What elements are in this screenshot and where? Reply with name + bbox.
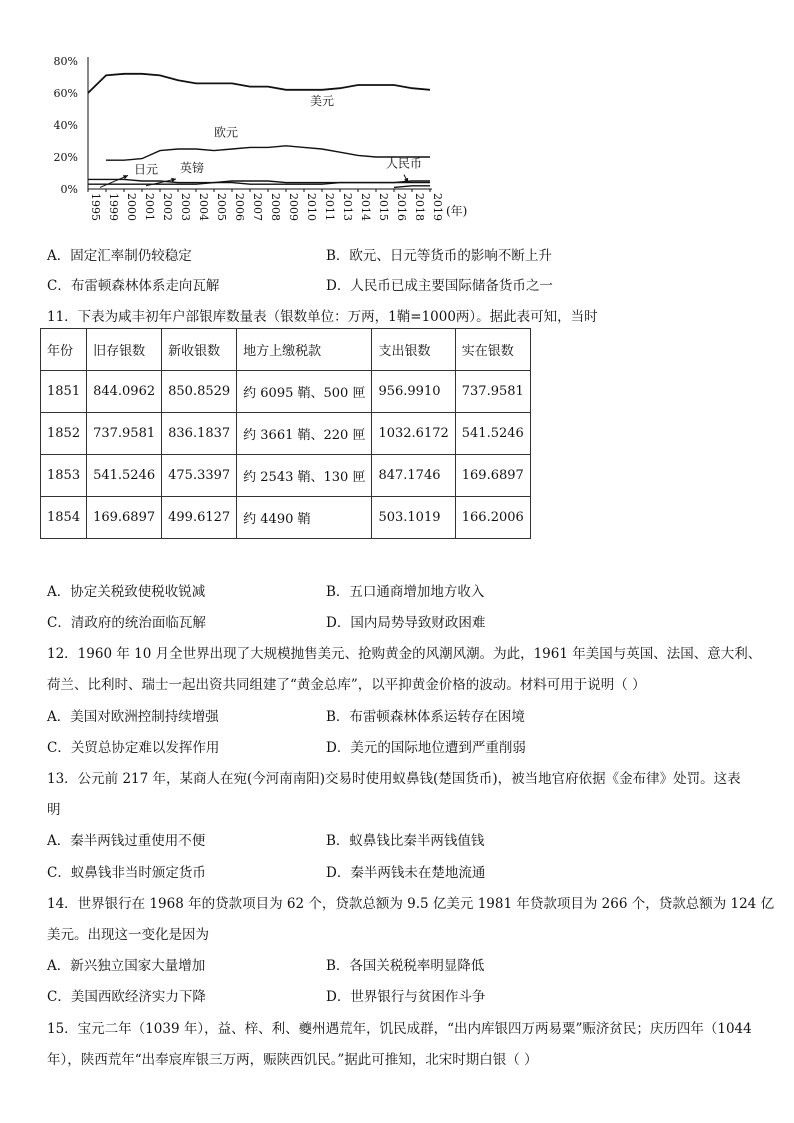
x-axis-unit: (年): [446, 204, 468, 218]
table-cell: 约 3661 鞘、220 匣: [237, 413, 372, 455]
table-cell: 1852: [41, 413, 87, 455]
table-cell: 1854: [41, 497, 87, 539]
currency-reserve-chart: [40, 48, 480, 238]
q12-option-d[interactable]: D．美元的国际地位遭到严重削弱: [326, 740, 526, 756]
x-tick-label: 2006: [233, 193, 246, 221]
x-tick-label: 2004: [197, 193, 210, 221]
q11-option-a[interactable]: A．协定关税致使税收锐减: [47, 584, 206, 600]
table-cell: 499.6127: [162, 497, 237, 539]
label-leader-line: [100, 175, 128, 187]
q13-stem-line2: 明: [47, 802, 61, 818]
table-header: 年份: [41, 329, 87, 371]
table-cell: 1853: [41, 455, 87, 497]
table-header-row: [41, 329, 531, 371]
table-cell: 169.6897: [87, 497, 162, 539]
q14-option-c[interactable]: C．美国西欧经济实力下降: [47, 989, 206, 1005]
x-tick-label: 2000: [125, 193, 138, 221]
x-tick-label: 2007: [251, 193, 264, 221]
q14-stem-line1: 14．世界银行在 1968 年的贷款项目为 62 个，贷款总额为 9.5 亿美元 1981 年贷款项目为 266 个，贷款总额为 124 亿: [47, 896, 775, 912]
table-cell: 836.1837: [162, 413, 237, 455]
series-label: 欧元: [214, 125, 239, 140]
q13-option-a[interactable]: A．秦半两钱过重使用不便: [47, 833, 206, 849]
table-cell: 847.1746: [372, 455, 455, 497]
table-row: [41, 497, 531, 539]
table-cell: 约 6095 鞘、500 匣: [237, 371, 372, 413]
series-label: 英镑: [180, 161, 205, 176]
x-tick-label: 1995: [89, 193, 102, 221]
series-line: [88, 74, 430, 93]
x-tick-label: 2015: [377, 193, 390, 221]
x-tick-label: 2005: [215, 193, 228, 221]
table-header: 旧存银数: [87, 329, 162, 371]
table-header: 支出银数: [372, 329, 455, 371]
x-tick-label: 2011: [323, 193, 336, 221]
x-tick-label: 2003: [179, 193, 192, 221]
q10-option-c[interactable]: C．布雷顿森林体系走向瓦解: [47, 278, 220, 294]
table-header: 实在银数: [455, 329, 530, 371]
table-row: [41, 413, 531, 455]
y-tick-label: 60%: [53, 87, 78, 100]
table-cell: 475.3397: [162, 455, 237, 497]
y-tick-label: 0%: [60, 183, 78, 196]
series-label: 人民币: [386, 156, 423, 171]
q10-option-a[interactable]: A．固定汇率制仍较稳定: [47, 248, 192, 264]
series-label: 日元: [134, 162, 159, 177]
y-tick-label: 80%: [53, 55, 78, 68]
q13-option-c[interactable]: C．蚁鼻钱非当时颁定货币: [47, 865, 206, 881]
table-cell: 541.5246: [455, 413, 530, 455]
table-row: [41, 371, 531, 413]
x-tick-label: 2001: [143, 193, 156, 221]
x-tick-label: 2013: [341, 193, 354, 221]
series-label: 美元: [310, 93, 335, 108]
q11-option-c[interactable]: C．清政府的统治面临瓦解: [47, 615, 206, 631]
table-cell: 1032.6172: [372, 413, 455, 455]
q12-option-b[interactable]: B．布雷顿森林体系运转存在困境: [326, 709, 525, 725]
q10-option-b[interactable]: B．欧元、日元等货币的影响不断上升: [326, 248, 552, 264]
x-tick-label: 1999: [107, 193, 120, 221]
table-cell: 541.5246: [87, 455, 162, 497]
table-cell: 约 2543 鞘、130 匣: [237, 455, 372, 497]
x-tick-label: 2002: [161, 193, 174, 221]
q13-option-b[interactable]: B．蚁鼻钱比秦半两钱值钱: [326, 833, 485, 849]
table-cell: 约 4490 鞘: [237, 497, 372, 539]
table-cell: 844.0962: [87, 371, 162, 413]
table-cell: 503.1019: [372, 497, 455, 539]
table-cell: 850.8529: [162, 371, 237, 413]
y-tick-label: 40%: [53, 119, 78, 132]
series-line: [106, 146, 430, 160]
q11-option-d[interactable]: D．国内局势导致财政困难: [326, 615, 486, 631]
q14-option-d[interactable]: D．世界银行与贫困作斗争: [326, 989, 486, 1005]
q11-option-b[interactable]: B．五口通商增加地方收入: [326, 584, 485, 600]
x-tick-label: 2014: [359, 193, 372, 221]
q12-option-c[interactable]: C．关贸总协定难以发挥作用: [47, 740, 220, 756]
x-tick-label: 2008: [269, 193, 282, 221]
table-header: 新收银数: [162, 329, 237, 371]
q15-stem-line1: 15．宝元二年（1039 年），益、梓、利、夔州遇荒年，饥民成群，“出内库银四万两易粟”赈济贫民；庆历四年（1044: [47, 1021, 752, 1037]
series-line: [394, 186, 430, 188]
table-cell: 956.9910: [372, 371, 455, 413]
table-cell: 1851: [41, 371, 87, 413]
q11-stem: 11．下表为咸丰初年户部银库数量表（银数单位：万两，1鞘=1000两）。据此表可知，当时: [47, 309, 598, 325]
table-cell: 737.9581: [87, 413, 162, 455]
x-tick-label: 2018: [413, 193, 426, 221]
table-cell: 737.9581: [455, 371, 530, 413]
q12-option-a[interactable]: A．美国对欧洲控制持续增强: [47, 709, 219, 725]
q12-stem-line1: 12．1960 年 10 月全世界出现了大规模抛售美元、抢购黄金的风潮风潮。为此，1961 年美国与英国、法国、意大利、: [47, 646, 762, 662]
q10-option-d[interactable]: D．人民币已成主要国际储备货币之一: [326, 278, 553, 294]
q13-stem-line1: 13．公元前 217 年，某商人在宛(今河南南阳)交易时使用蚁鼻钱(楚国货币)，被当地官府依据《金布律》处罚。这表: [47, 771, 741, 787]
q14-option-a[interactable]: A．新兴独立国家大量增加: [47, 958, 206, 974]
q13-option-d[interactable]: D．秦半两钱未在楚地流通: [326, 865, 486, 881]
q15-stem-line2: 年），陕西荒年“出奉宸库银三万两，赈陕西饥民。”据此可推知，北宋时期白银（ ）: [47, 1052, 538, 1068]
series-line: [88, 179, 430, 184]
x-tick-label: 2010: [305, 193, 318, 221]
treasury-table: [40, 328, 531, 539]
table-cell: 166.2006: [455, 497, 530, 539]
table-header: 地方上缴税款: [237, 329, 372, 371]
table-row: [41, 455, 531, 497]
table-cell: 169.6897: [455, 455, 530, 497]
q14-option-b[interactable]: B．各国关税税率明显降低: [326, 958, 485, 974]
y-tick-label: 20%: [53, 151, 78, 164]
q14-stem-line2: 美元。出现这一变化是因为: [47, 927, 209, 943]
q12-stem-line2: 荷兰、比利时、瑞士一起出资共同组建了“黄金总库”，以平抑黄金价格的波动。材料可用于说明（ ）: [47, 677, 646, 693]
x-tick-label: 2009: [287, 193, 300, 221]
x-tick-label: 2019: [431, 193, 444, 221]
x-tick-label: 2016: [395, 193, 408, 221]
